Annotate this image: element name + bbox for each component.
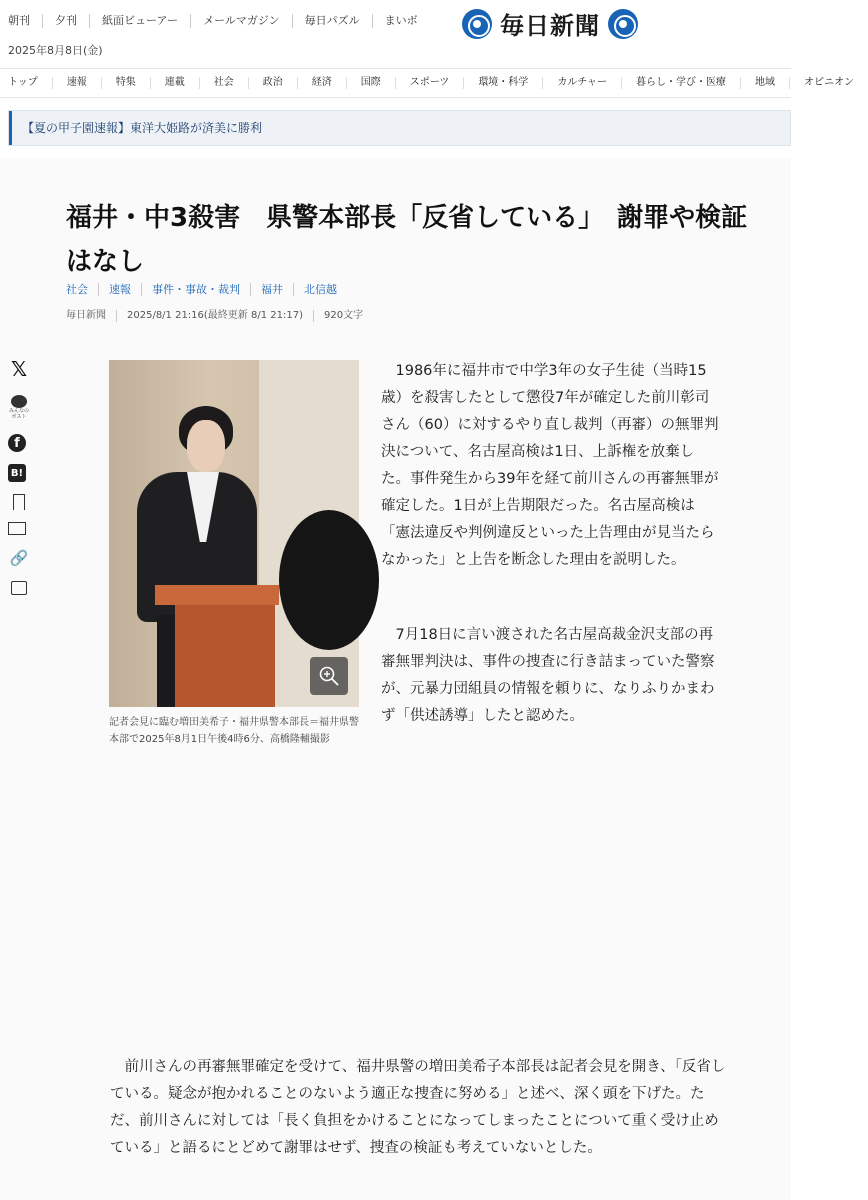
- tag-breaking[interactable]: 速報: [98, 283, 141, 296]
- nav-item-economy[interactable]: 経済: [297, 77, 346, 89]
- nav-item-region[interactable]: 地域: [740, 77, 789, 89]
- site-logo[interactable]: [462, 6, 638, 41]
- logo-mark-icon: [608, 9, 638, 39]
- print-icon[interactable]: [11, 581, 27, 595]
- nav-item-science[interactable]: 環境・科学: [463, 77, 542, 89]
- nav-item-society[interactable]: 社会: [199, 77, 248, 89]
- mail-icon[interactable]: [8, 522, 26, 535]
- bookmark-icon[interactable]: [13, 494, 25, 510]
- nav-item-politics[interactable]: 政治: [248, 77, 297, 89]
- person-face: [187, 420, 225, 472]
- top-link-evening[interactable]: 夕刊: [42, 14, 89, 28]
- top-link-maibo[interactable]: まいボ: [372, 14, 430, 28]
- tag-fukui[interactable]: 福井: [250, 283, 293, 296]
- article-source: 毎日新聞: [66, 310, 106, 321]
- zoom-in-icon[interactable]: [310, 657, 348, 695]
- current-date: 2025年8月8日(金): [8, 44, 103, 57]
- facebook-icon[interactable]: f: [8, 434, 26, 452]
- nav-item-opinion[interactable]: オピニオン: [789, 77, 868, 89]
- link-icon[interactable]: 🔗: [9, 549, 29, 567]
- minna-label: みんなのポスト: [8, 407, 29, 420]
- top-link-viewer[interactable]: 紙面ビューアー: [89, 14, 190, 28]
- article-meta: [66, 310, 373, 322]
- tag-incident[interactable]: 事件・事故・裁判: [141, 283, 250, 296]
- tag-society[interactable]: 社会: [66, 283, 88, 296]
- minna-no-post-icon[interactable]: [8, 392, 30, 422]
- article-length: 920文字: [313, 310, 373, 322]
- nav-item-sports[interactable]: スポーツ: [395, 77, 464, 89]
- main-nav: [0, 68, 855, 98]
- article-paragraph: 前川さんの再審無罪確定を受けて、福井県警の増田美希子本部長は記者会見を開き、「反省している。疑念が抱かれることのないよう適正な捜査に努める」と述べ、深く頭を下げた。ただ、前川さんに対しては「長く負担をかけることになってしまったことについて重く受け止めている」と語るにとどめて謝罪はせず、捜査の検証も考えていないとした。: [110, 1059, 726, 1156]
- top-link-puzzle[interactable]: 毎日パズル: [292, 14, 372, 28]
- photo-caption: 記者会見に臨む増田美希子・福井県警本部長＝福井県警本部で2025年8月1日午後4時6分、高橋隆輔撮影: [109, 717, 359, 745]
- article-paragraph: 7月18日に言い渡された名古屋高裁金沢支部の再審無罪判決は、事件の捜査に行き詰まっていた警察が、元暴力団組員の情報を頼りに、なりふりかまわず「供述誘導」したと認めた。: [381, 627, 715, 724]
- top-link-newsletter[interactable]: メールマガジン: [190, 14, 292, 28]
- tag-hokushinetsu[interactable]: 北信越: [293, 283, 347, 296]
- hatena-bookmark-icon[interactable]: B!: [8, 464, 26, 482]
- nav-item-top[interactable]: トップ: [8, 77, 38, 88]
- nav-item-breaking[interactable]: 速報: [52, 77, 101, 89]
- nav-item-series[interactable]: 連載: [150, 77, 199, 89]
- nav-item-features[interactable]: 特集: [101, 77, 150, 89]
- article-paragraph: 1986年に福井市で中学3年の女子生徒（当時15歳）を殺害したとして懲役7年が確定した前川彰司さん（60）に対するやり直し裁判（再審）の無罪判決について、名古屋高検は1日、上訴権を放棄した。事件発生から39年を経て前川さんの再審無罪が確定した。1日が上告期限だった。名古屋高検は「憲法違反や判例違反といった上告理由が見当たらなかった」と上告を断念した理由を説明した。: [381, 363, 719, 568]
- speech-bubble-icon: [11, 395, 27, 408]
- article-timestamp: 2025/8/1 21:16(最終更新 8/1 21:17): [116, 310, 313, 322]
- top-links: [8, 14, 430, 28]
- logo-text: 毎日新聞: [500, 11, 600, 40]
- article-photo[interactable]: [109, 360, 358, 707]
- top-link-morning[interactable]: 朝刊: [8, 14, 30, 27]
- article-title: 福井・中3殺害 県警本部長「反省している」 謝罪や検証はなし: [66, 203, 748, 277]
- article-tags: [66, 283, 347, 296]
- nav-item-international[interactable]: 国際: [346, 77, 395, 89]
- nav-item-culture[interactable]: カルチャー: [542, 77, 621, 89]
- x-icon[interactable]: 𝕏: [10, 357, 28, 381]
- audience-head: [279, 510, 379, 650]
- nav-item-life[interactable]: 暮らし・学び・医療: [621, 77, 740, 89]
- share-rail: [8, 358, 32, 607]
- logo-mark-icon: [462, 9, 492, 39]
- breaking-news-text[interactable]: 【夏の甲子園速報】東洋大姫路が済美に勝利: [9, 111, 262, 145]
- breaking-news-banner[interactable]: [8, 110, 791, 146]
